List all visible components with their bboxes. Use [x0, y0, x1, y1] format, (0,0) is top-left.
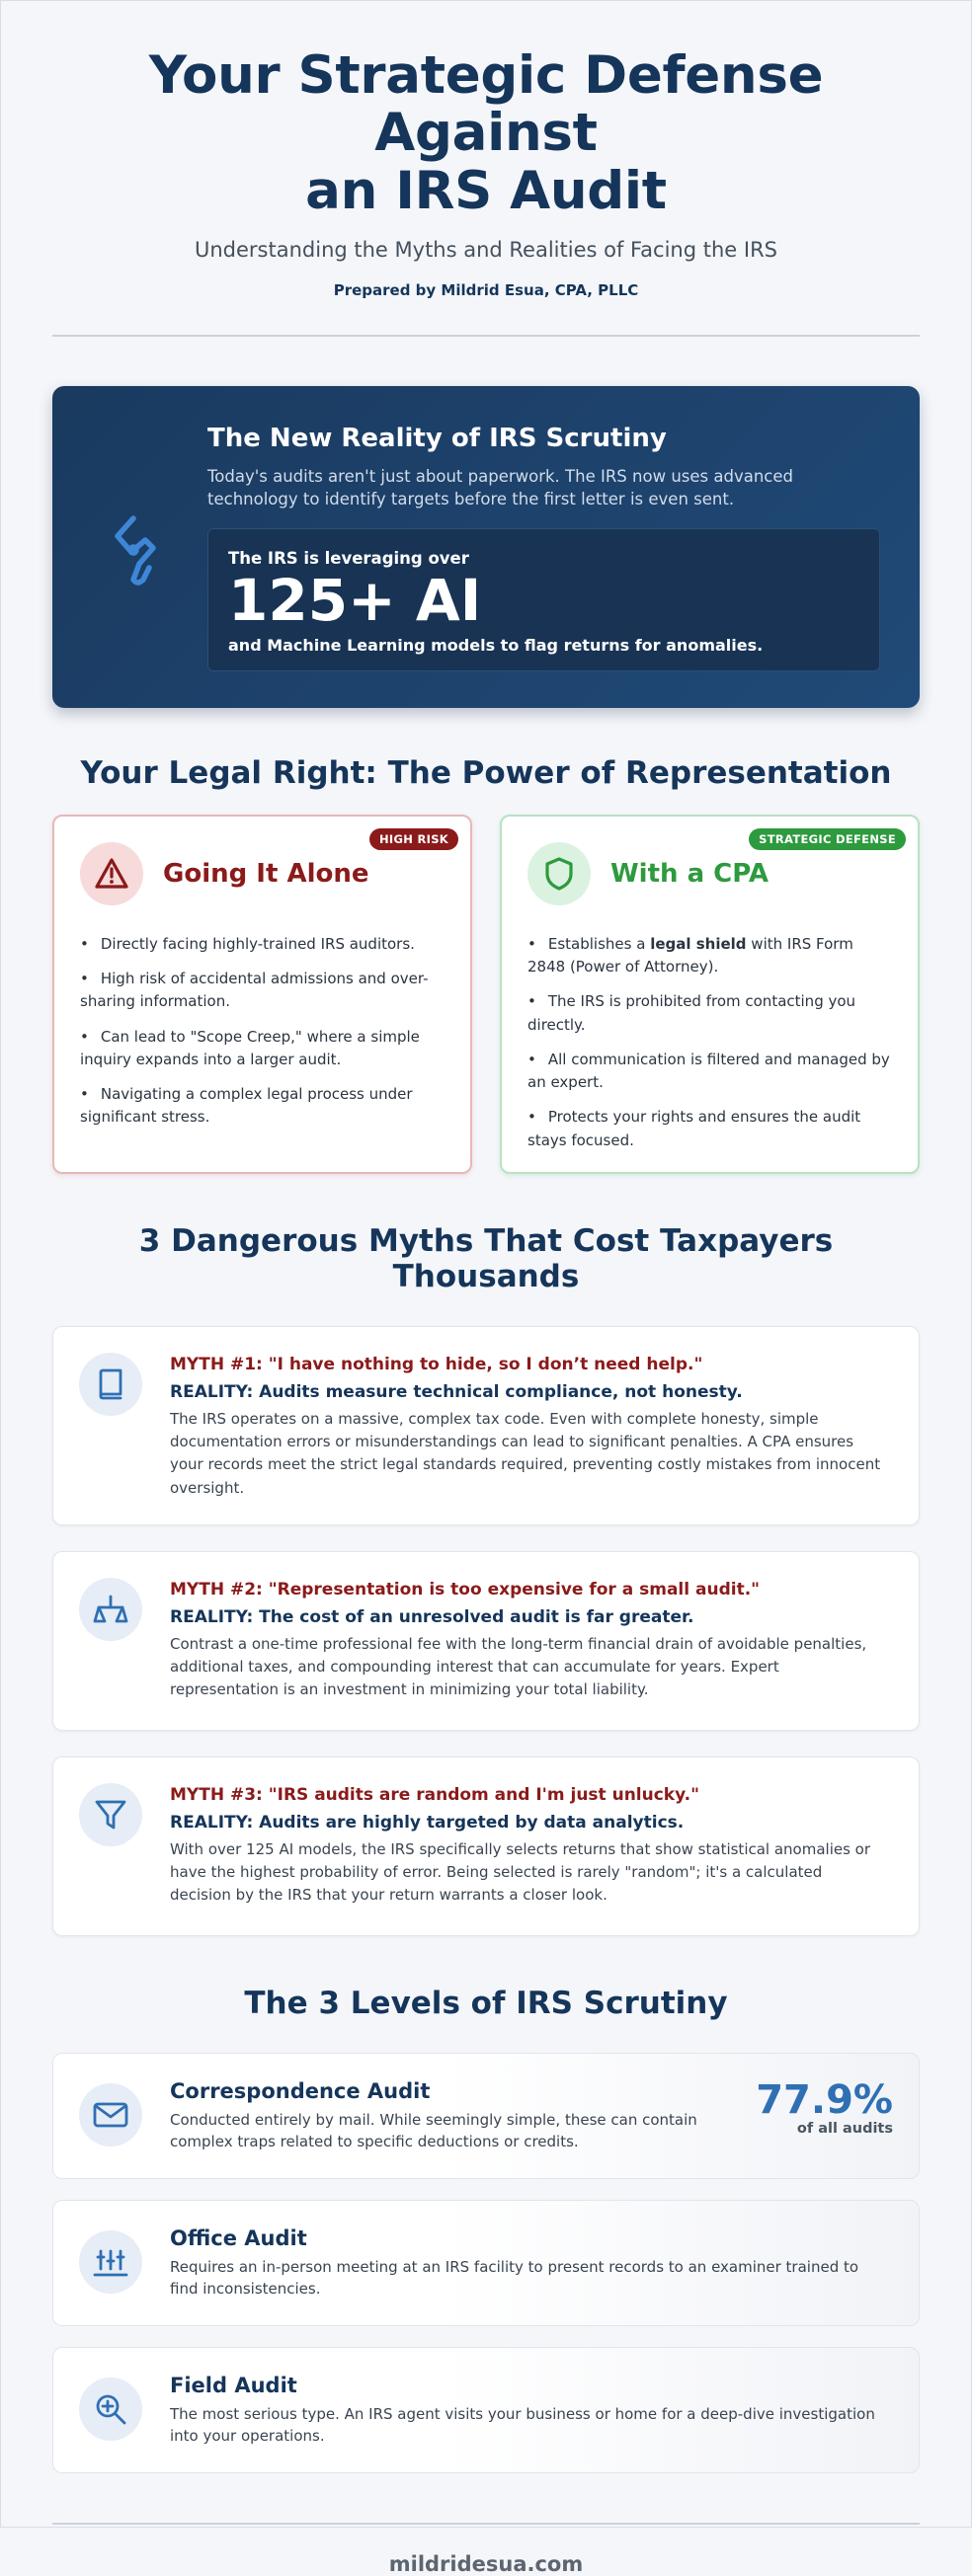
list-item: • Protects your rights and ensures the audit stays focused.	[527, 1108, 861, 1149]
list-item: • Establishes a legal shield with IRS Form 2848 (Power of Attorney).	[527, 934, 853, 976]
hero-panel	[52, 386, 920, 708]
scale-icon-circle	[79, 1578, 142, 1641]
footer-divider	[52, 2523, 920, 2525]
page-subtitle: Understanding the Myths and Realities of Facing the IRS	[194, 237, 778, 262]
myth-statement: MYTH #3: "IRS audits are random and I'm just unlucky."	[170, 1784, 699, 1805]
shield-icon-circle	[527, 842, 591, 905]
going-alone-card	[52, 815, 472, 1174]
book-icon	[95, 1367, 126, 1401]
level-card-field	[52, 2347, 920, 2473]
list-item: • All communication is filtered and managed by an expert.	[527, 1050, 890, 1092]
level-description: Conducted entirely by mail. While seemingly simple, these can contain complex traps related to specific deductions or credits.	[170, 2110, 697, 2151]
stat-intro: The IRS is leveraging over	[228, 549, 469, 569]
level-description: The most serious type. An IRS agent visits your business or home for a deep-dive investigation into your operations.	[170, 2404, 875, 2446]
with-cpa-card	[500, 815, 920, 1174]
myth-statement: MYTH #2: "Representation is too expensive for a small audit."	[170, 1579, 761, 1600]
envelope-icon	[93, 2101, 128, 2129]
stat-caption: of all audits	[796, 2120, 893, 2137]
hero-title: The New Reality of IRS Scrutiny	[207, 423, 667, 453]
myth-card-3	[52, 1756, 920, 1936]
building-columns-icon	[93, 2245, 128, 2279]
building-columns-icon-circle	[79, 2230, 142, 2294]
level-title: Field Audit	[170, 2373, 297, 2397]
ai-stat-box	[207, 528, 880, 671]
level-title: Correspondence Audit	[170, 2078, 431, 2103]
stat-caption: and Machine Learning models to flag returns for anomalies.	[228, 635, 764, 655]
hero-description: Today's audits aren't just about paperwork. The IRS now uses advanced technology to identify targets before the first letter is even sent.	[207, 466, 793, 508]
reality-statement: REALITY: Audits are highly targeted by data analytics.	[170, 1812, 685, 1833]
magnifier-plus-icon-circle	[79, 2378, 142, 2441]
warning-icon	[94, 857, 129, 891]
high-risk-badge: HIGH RISK	[369, 828, 458, 850]
filter-icon-circle	[79, 1783, 142, 1846]
page-title	[52, 47, 920, 220]
header-divider	[52, 335, 920, 337]
header	[52, 0, 920, 337]
myth-statement: MYTH #1: "I have nothing to hide, so I don’t need help."	[170, 1354, 703, 1374]
stat-percentage: 77.9%	[756, 2076, 893, 2123]
shield-icon	[543, 856, 575, 892]
envelope-icon-circle	[79, 2083, 142, 2147]
warning-icon-circle	[80, 842, 143, 905]
filter-icon	[94, 1798, 127, 1832]
footer-website: mildridesua.com	[388, 2551, 584, 2576]
levels-title: The 3 Levels of IRS Scrutiny	[244, 1985, 728, 2021]
list-item: • Can lead to "Scope Creep," where a simple inquiry expands into a larger audit.	[80, 1027, 420, 1068]
book-icon-circle	[79, 1353, 142, 1416]
page-title-line-2: an IRS Audit	[305, 160, 667, 221]
level-card-correspondence	[52, 2053, 920, 2179]
myth-card-2	[52, 1551, 920, 1731]
scale-icon	[93, 1594, 128, 1625]
level-description: Requires an in-person meeting at an IRS facility to present records to an examiner trained to find inconsistencies.	[170, 2257, 859, 2299]
list-item: • The IRS is prohibited from contacting you directly.	[527, 992, 856, 1034]
robot-arm-icon	[104, 510, 175, 589]
myth-description: Contrast a one-time professional fee with the long-term financial drain of avoidable penalties, additional taxes, and compounding interest that can accumulate for years. Expert representation is an investment in minimizing your total liability.	[170, 1634, 867, 1699]
list-item: • Navigating a complex legal process under significant stress.	[80, 1085, 413, 1127]
reality-statement: REALITY: The cost of an unresolved audit is far greater.	[170, 1606, 694, 1627]
list-item: • High risk of accidental admissions and over-sharing information.	[80, 970, 429, 1011]
prepared-by: Prepared by Mildrid Esua, CPA, PLLC	[333, 280, 639, 299]
myth-description: With over 125 AI models, the IRS specifically selects returns that show statistical anomalies or have the highest probability of error. Being selected is rarely "random"; it's a calculated decision by the IRS that your return warrants a closer look.	[170, 1839, 871, 1905]
going-alone-list	[80, 933, 445, 1130]
list-item: • Directly facing highly-trained IRS auditors.	[80, 934, 415, 953]
page-title-line-1: Your Strategic Defense Against	[148, 45, 824, 164]
myths-title: 3 Dangerous Myths That Cost Taxpayers Thousands	[138, 1222, 834, 1294]
correspondence-stat	[756, 2076, 893, 2137]
magnifier-plus-icon	[94, 2392, 127, 2426]
going-alone-title: Going It Alone	[163, 858, 369, 889]
stat-value: 125+ AI	[228, 567, 482, 635]
myth-description: The IRS operates on a massive, complex tax code. Even with complete honesty, simple documentation errors or misunderstandings can lead to significant penalties. A CPA ensures your records meet the strict legal standards required, preventing costly mistakes from innocent oversight.	[170, 1409, 881, 1497]
with-cpa-list	[527, 933, 892, 1152]
strategic-defense-badge: STRATEGIC DEFENSE	[749, 828, 906, 850]
representation-title: Your Legal Right: The Power of Representation	[80, 754, 892, 791]
representation-comparison	[52, 815, 920, 1174]
level-card-office	[52, 2200, 920, 2326]
myth-card-1	[52, 1326, 920, 1525]
level-title: Office Audit	[170, 2225, 307, 2250]
with-cpa-title: With a CPA	[610, 858, 770, 889]
reality-statement: REALITY: Audits measure technical compliance, not honesty.	[170, 1381, 743, 1402]
